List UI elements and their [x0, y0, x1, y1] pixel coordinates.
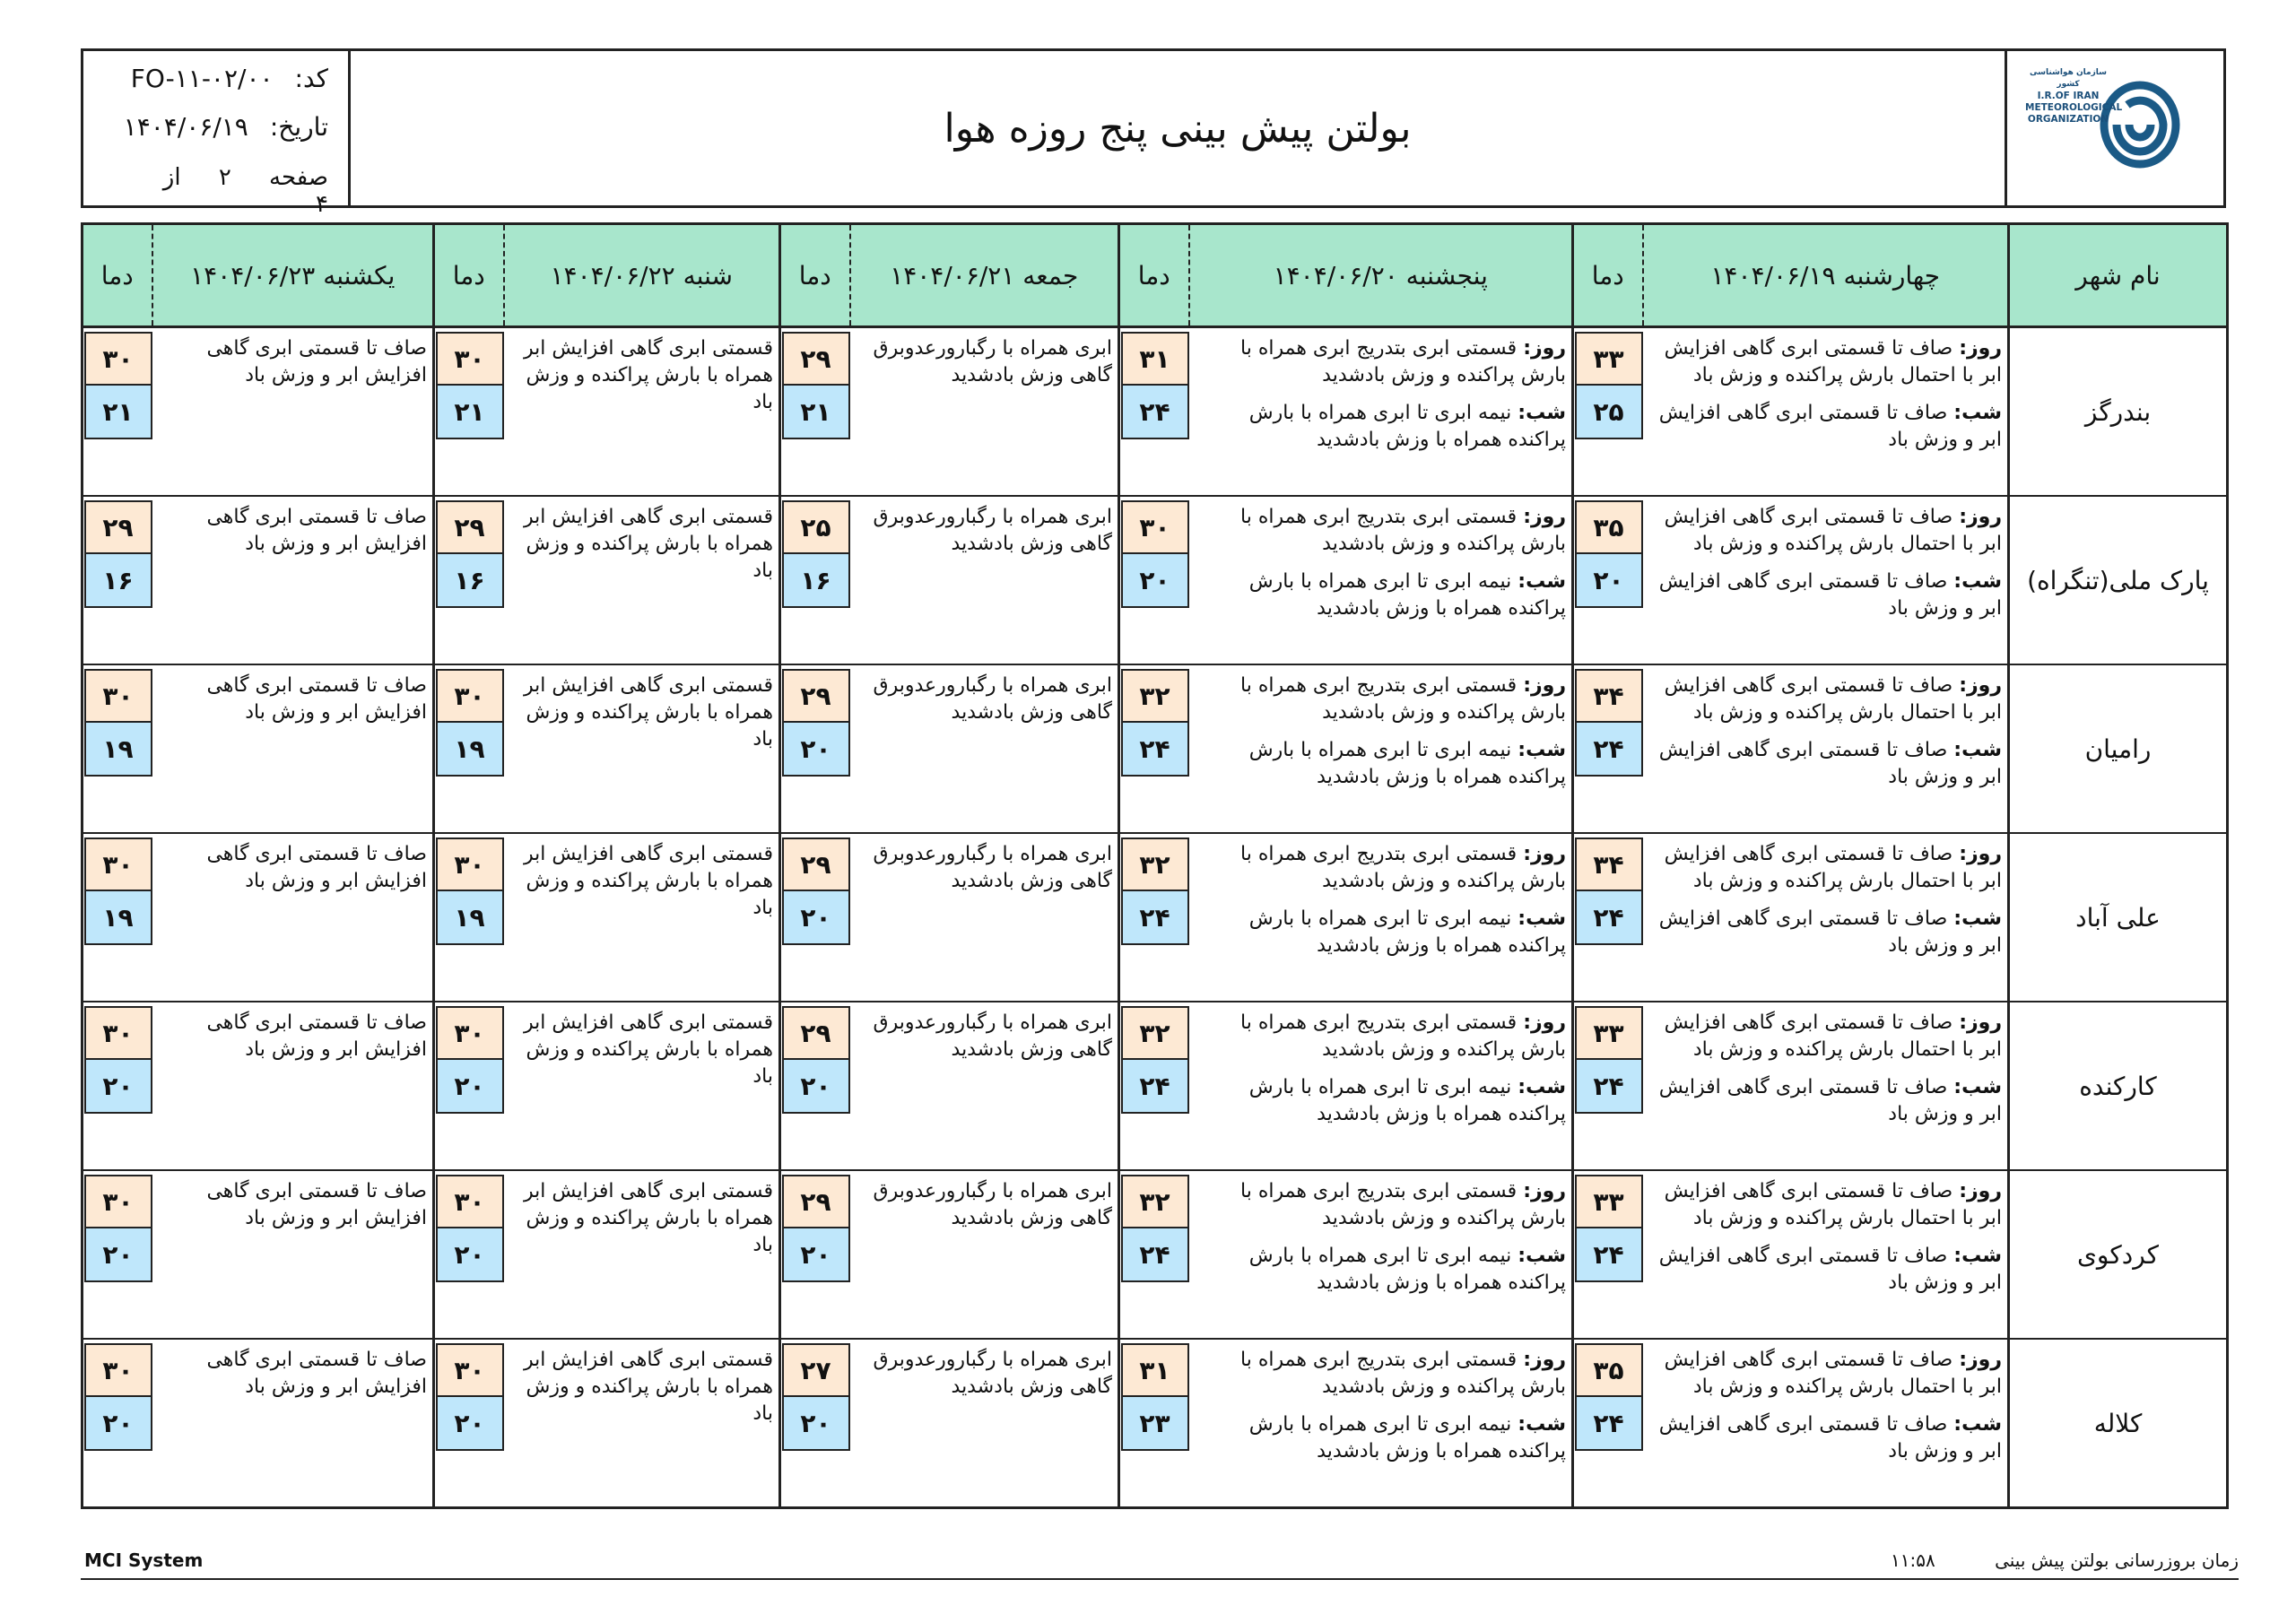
- date-row: [124, 112, 328, 142]
- temp-low: ۱۹: [84, 723, 152, 777]
- night-forecast: [1195, 1243, 1567, 1297]
- temp-high: ۲۹: [782, 332, 850, 386]
- forecast-description-day2: [1189, 833, 1573, 1002]
- night-forecast: [1648, 400, 2003, 454]
- bulletin-header: [81, 48, 2226, 218]
- temp-cell: [780, 1002, 850, 1170]
- day-forecast: [1195, 841, 1567, 895]
- code-label: کد:: [294, 64, 328, 93]
- day-forecast: [1648, 841, 2003, 895]
- forecast-description: ابری همراه با رگبارورعدوبرق گاهی وزش بادشدید: [850, 327, 1119, 497]
- temp-low: ۱۹: [436, 723, 504, 777]
- night-text: نیمه ابری تا ابری همراه با بارش پراکنده همراه با وزش بادشدید: [1248, 739, 1566, 788]
- night-prefix: شب:: [1953, 739, 2002, 761]
- temp-low: ۲۰: [436, 1397, 504, 1451]
- day-text: قسمتی ابری بتدریج ابری همراه با بارش پراکنده و وزش بادشدید: [1240, 843, 1566, 892]
- forecast-description-day1: [1643, 1339, 2009, 1508]
- temp-header-3: دما: [780, 224, 850, 327]
- night-prefix: شب:: [1953, 1245, 2002, 1267]
- day-text: قسمتی ابری بتدریج ابری همراه با بارش پراکنده و وزش بادشدید: [1240, 1349, 1566, 1398]
- day-text: صاف تا قسمتی ابری گاهی افزایش ابر با احتمال بارش پراکنده و وزش باد: [1664, 1349, 2002, 1398]
- night-prefix: شب:: [1518, 1245, 1566, 1267]
- temp-high: ۳۳: [1575, 1175, 1643, 1228]
- temp-low: ۲۴: [1121, 386, 1189, 439]
- forecast-description: ابری همراه با رگبارورعدوبرق گاهی وزش بادشدید: [850, 833, 1119, 1002]
- forecast-description: ابری همراه با رگبارورعدوبرق گاهی وزش بادشدید: [850, 664, 1119, 833]
- forecast-description: صاف تا قسمتی ابری گاهی افزایش ابر و وزش باد: [152, 833, 434, 1002]
- day-header-4: شنبه ۱۴۰۴/۰۶/۲۲: [504, 224, 780, 327]
- forecast-description: قسمتی ابری گاهی افزایش ابر همراه با بارش پراکنده و وزش باد: [504, 496, 780, 664]
- temp-cell: [83, 833, 152, 1002]
- night-text: نیمه ابری تا ابری همراه با بارش پراکنده همراه با وزش بادشدید: [1248, 570, 1566, 620]
- temp-cell: [1119, 1170, 1189, 1339]
- night-text: نیمه ابری تا ابری همراه با بارش پراکنده همراه با وزش بادشدید: [1248, 1245, 1566, 1294]
- temp-low: ۱۹: [84, 891, 152, 945]
- day-prefix: روز:: [1959, 843, 2002, 865]
- temp-low: ۲۴: [1121, 1060, 1189, 1114]
- temp-cell: [1119, 664, 1189, 833]
- forecast-description: قسمتی ابری گاهی افزایش ابر همراه با بارش پراکنده و وزش باد: [504, 327, 780, 497]
- temp-cell: [1573, 1339, 1643, 1508]
- temp-high: ۳۳: [1575, 1006, 1643, 1060]
- temp-high: ۳۰: [84, 332, 152, 386]
- temp-high: ۳۰: [436, 1343, 504, 1397]
- day-text: قسمتی ابری بتدریج ابری همراه با بارش پراکنده و وزش بادشدید: [1240, 1180, 1566, 1229]
- date-value: ۱۴۰۴/۰۶/۱۹: [123, 112, 248, 142]
- logo-text-en-3: ORGANIZATION: [2027, 114, 2109, 125]
- forecast-description: قسمتی ابری گاهی افزایش ابر همراه با بارش پراکنده و وزش باد: [504, 664, 780, 833]
- night-forecast: [1648, 1074, 2003, 1128]
- temp-high: ۳۰: [436, 669, 504, 723]
- night-forecast: [1195, 1074, 1567, 1128]
- temp-low: ۱۶: [84, 554, 152, 608]
- night-forecast: [1648, 1243, 2003, 1297]
- night-prefix: شب:: [1518, 739, 1566, 761]
- night-forecast: [1648, 906, 2003, 959]
- temp-high: ۳۰: [84, 1006, 152, 1060]
- temp-cell: [780, 1170, 850, 1339]
- page-indicator: [83, 164, 328, 218]
- day-forecast: [1648, 504, 2003, 558]
- logo-caption: [2025, 67, 2123, 126]
- night-forecast: [1195, 1411, 1567, 1465]
- night-forecast: [1195, 400, 1567, 454]
- temp-high: ۳۱: [1121, 1343, 1189, 1397]
- temp-cell: [1119, 496, 1189, 664]
- forecast-description: صاف تا قسمتی ابری گاهی افزایش ابر و وزش باد: [152, 327, 434, 497]
- temp-cell: [434, 1339, 504, 1508]
- table-row: [83, 496, 2228, 664]
- night-forecast: [1648, 1411, 2003, 1465]
- temp-cell: [1119, 1002, 1189, 1170]
- day-forecast: [1195, 504, 1567, 558]
- night-prefix: شب:: [1518, 1076, 1566, 1098]
- day-header-1: چهارشنبه ۱۴۰۴/۰۶/۱۹: [1643, 224, 2009, 327]
- temp-high: ۳۰: [436, 1175, 504, 1228]
- temp-high: ۳۰: [1121, 500, 1189, 554]
- day-forecast: [1648, 1347, 2003, 1401]
- table-row: [83, 1002, 2228, 1170]
- temp-cell: [780, 1339, 850, 1508]
- temp-high: ۳۲: [1121, 669, 1189, 723]
- forecast-description-day1: [1643, 1002, 2009, 1170]
- temp-high: ۳۰: [436, 1006, 504, 1060]
- night-text: صاف تا قسمتی ابری گاهی افزایش ابر و وزش باد: [1658, 907, 2002, 957]
- night-prefix: شب:: [1953, 570, 2002, 593]
- document-meta: [83, 51, 351, 218]
- temp-low: ۲۰: [84, 1060, 152, 1114]
- forecast-description: صاف تا قسمتی ابری گاهی افزایش ابر و وزش باد: [152, 1339, 434, 1508]
- day-forecast: [1648, 1010, 2003, 1063]
- table-row: [83, 833, 2228, 1002]
- day-prefix: روز:: [1523, 674, 1566, 697]
- night-text: صاف تا قسمتی ابری گاهی افزایش ابر و وزش باد: [1658, 1413, 2002, 1462]
- city-name: کارکنده: [2009, 1002, 2228, 1170]
- temp-high: ۳۱: [1121, 332, 1189, 386]
- temp-cell: [780, 664, 850, 833]
- temp-low: ۲۰: [436, 1060, 504, 1114]
- day-header-2: پنجشنبه ۱۴۰۴/۰۶/۲۰: [1189, 224, 1573, 327]
- day-text: صاف تا قسمتی ابری گاهی افزایش ابر با احتمال بارش پراکنده و وزش باد: [1664, 1011, 2002, 1061]
- temp-cell: [83, 327, 152, 497]
- temp-low: ۱۶: [782, 554, 850, 608]
- day-text: صاف تا قسمتی ابری گاهی افزایش ابر با احتمال بارش پراکنده و وزش باد: [1664, 843, 2002, 892]
- forecast-description: قسمتی ابری گاهی افزایش ابر همراه با بارش پراکنده و وزش باد: [504, 1002, 780, 1170]
- temp-low: ۲۴: [1575, 891, 1643, 945]
- night-text: صاف تا قسمتی ابری گاهی افزایش ابر و وزش باد: [1658, 1245, 2002, 1294]
- temp-low: ۲۰: [782, 1060, 850, 1114]
- forecast-description-day1: [1643, 1170, 2009, 1339]
- temp-low: ۲۵: [1575, 386, 1643, 439]
- day-prefix: روز:: [1959, 1180, 2002, 1202]
- temp-cell: [1573, 1002, 1643, 1170]
- table-row: [83, 664, 2228, 833]
- night-text: نیمه ابری تا ابری همراه با بارش پراکنده همراه با وزش بادشدید: [1248, 1076, 1566, 1125]
- temp-high: ۳۲: [1121, 1006, 1189, 1060]
- night-prefix: شب:: [1518, 402, 1566, 424]
- temp-low: ۲۰: [782, 1228, 850, 1282]
- temp-cell: [434, 833, 504, 1002]
- night-text: صاف تا قسمتی ابری گاهی افزایش ابر و وزش باد: [1658, 1076, 2002, 1125]
- temp-cell: [780, 496, 850, 664]
- temp-high: ۳۵: [1575, 1343, 1643, 1397]
- day-forecast: [1195, 335, 1567, 389]
- forecast-description: ابری همراه با رگبارورعدوبرق گاهی وزش بادشدید: [850, 1002, 1119, 1170]
- update-label: زمان بروزرسانی بولتن پیش بینی: [1995, 1549, 2239, 1571]
- temp-cell: [1119, 327, 1189, 497]
- day-prefix: روز:: [1523, 843, 1566, 865]
- temp-high: ۳۳: [1575, 332, 1643, 386]
- code-row: [131, 64, 328, 93]
- temp-low: ۱۹: [436, 891, 504, 945]
- temp-high: ۲۵: [782, 500, 850, 554]
- temp-cell: [83, 1339, 152, 1508]
- temp-low: ۲۴: [1575, 1060, 1643, 1114]
- day-prefix: روز:: [1959, 337, 2002, 360]
- temp-cell: [780, 833, 850, 1002]
- temp-cell: [434, 1170, 504, 1339]
- night-prefix: شب:: [1953, 1413, 2002, 1436]
- page-number: ۲: [218, 164, 231, 191]
- temp-low: ۲۴: [1121, 723, 1189, 777]
- temp-cell: [1573, 833, 1643, 1002]
- temp-low: ۲۰: [84, 1397, 152, 1451]
- day-text: قسمتی ابری بتدریج ابری همراه با بارش پراکنده و وزش بادشدید: [1240, 506, 1566, 555]
- city-name: بندرگز: [2009, 327, 2228, 497]
- day-prefix: روز:: [1523, 506, 1566, 528]
- temp-high: ۳۰: [436, 838, 504, 891]
- night-prefix: شب:: [1953, 907, 2002, 930]
- temp-low: ۲۱: [84, 386, 152, 439]
- temp-high: ۳۰: [436, 332, 504, 386]
- temp-high: ۳۴: [1575, 838, 1643, 891]
- temp-low: ۲۴: [1575, 1397, 1643, 1451]
- temp-cell: [1119, 1339, 1189, 1508]
- page-title: بولتن پیش بینی پنج روزه هوا: [944, 105, 1412, 152]
- city-name: پارک ملی(تنگراه): [2009, 496, 2228, 664]
- city-name: رامیان: [2009, 664, 2228, 833]
- forecast-description: قسمتی ابری گاهی افزایش ابر همراه با بارش پراکنده و وزش باد: [504, 1339, 780, 1508]
- temp-low: ۲۳: [1121, 1397, 1189, 1451]
- day-prefix: روز:: [1523, 1349, 1566, 1371]
- day-prefix: روز:: [1959, 1349, 2002, 1371]
- temp-high: ۳۰: [84, 838, 152, 891]
- temp-high: ۳۲: [1121, 838, 1189, 891]
- temp-cell: [434, 496, 504, 664]
- temp-low: ۲۰: [782, 891, 850, 945]
- forecast-description: ابری همراه با رگبارورعدوبرق گاهی وزش بادشدید: [850, 496, 1119, 664]
- forecast-description-day2: [1189, 1339, 1573, 1508]
- day-forecast: [1648, 335, 2003, 389]
- logo-text-en-2: METEOROLOGICAL: [2025, 102, 2123, 113]
- footer-system: MCI System: [84, 1549, 204, 1571]
- temp-low: ۲۰: [84, 1228, 152, 1282]
- temp-high: ۳۰: [84, 1343, 152, 1397]
- day-header-3: جمعه ۱۴۰۴/۰۶/۲۱: [850, 224, 1119, 327]
- temp-low: ۲۰: [782, 723, 850, 777]
- forecast-description-day2: [1189, 327, 1573, 497]
- temp-low: ۱۶: [436, 554, 504, 608]
- temp-cell: [434, 327, 504, 497]
- forecast-description: قسمتی ابری گاهی افزایش ابر همراه با بارش پراکنده و وزش باد: [504, 833, 780, 1002]
- forecast-description: صاف تا قسمتی ابری گاهی افزایش ابر و وزش باد: [152, 664, 434, 833]
- forecast-description-day2: [1189, 1002, 1573, 1170]
- temp-cell: [434, 664, 504, 833]
- temp-cell: [434, 1002, 504, 1170]
- city-column-header: نام شهر: [2009, 224, 2228, 327]
- logo-text-fa: سازمان هواشناسی کشور: [2029, 68, 2107, 89]
- day-text: قسمتی ابری بتدریج ابری همراه با بارش پراکنده و وزش بادشدید: [1240, 1011, 1566, 1061]
- forecast-description: قسمتی ابری گاهی افزایش ابر همراه با بارش پراکنده و وزش باد: [504, 1170, 780, 1339]
- forecast-description: صاف تا قسمتی ابری گاهی افزایش ابر و وزش باد: [152, 496, 434, 664]
- logo-text-en-1: I.R.OF IRAN: [2037, 91, 2100, 101]
- night-text: صاف تا قسمتی ابری گاهی افزایش ابر و وزش باد: [1658, 739, 2002, 788]
- temp-cell: [780, 327, 850, 497]
- temp-low: ۲۱: [436, 386, 504, 439]
- code-value: FO-۱۱-۰۲/۰۰: [130, 64, 274, 93]
- day-header-5: یکشنبه ۱۴۰۴/۰۶/۲۳: [152, 224, 434, 327]
- temp-cell: [1573, 327, 1643, 497]
- forecast-description-day2: [1189, 1170, 1573, 1339]
- page-total: ۴: [316, 191, 328, 218]
- forecast-description-day2: [1189, 496, 1573, 664]
- day-text: صاف تا قسمتی ابری گاهی افزایش ابر با احتمال بارش پراکنده و وزش باد: [1664, 1180, 2002, 1229]
- day-prefix: روز:: [1959, 1011, 2002, 1034]
- temp-header-2: دما: [1119, 224, 1189, 327]
- forecast-description-day1: [1643, 833, 2009, 1002]
- page-label: صفحه: [269, 164, 328, 191]
- night-prefix: شب:: [1518, 1413, 1566, 1436]
- forecast-description: ابری همراه با رگبارورعدوبرق گاهی وزش بادشدید: [850, 1339, 1119, 1508]
- footer-divider: [81, 1578, 2239, 1580]
- forecast-description-day2: [1189, 664, 1573, 833]
- temp-low: ۲۰: [1575, 554, 1643, 608]
- table-row: [83, 327, 2228, 497]
- temp-high: ۲۹: [436, 500, 504, 554]
- date-label: تاریخ:: [269, 112, 328, 142]
- forecast-description-day1: [1643, 327, 2009, 497]
- table-row: [83, 1339, 2228, 1508]
- temp-high: ۲۹: [782, 1006, 850, 1060]
- day-text: صاف تا قسمتی ابری گاهی افزایش ابر با احتمال بارش پراکنده و وزش باد: [1664, 337, 2002, 386]
- page-of: از: [162, 164, 181, 191]
- night-prefix: شب:: [1518, 570, 1566, 593]
- temp-low: ۲۰: [1121, 554, 1189, 608]
- day-prefix: روز:: [1959, 674, 2002, 697]
- forecast-description: ابری همراه با رگبارورعدوبرق گاهی وزش بادشدید: [850, 1170, 1119, 1339]
- temp-cell: [1119, 833, 1189, 1002]
- day-forecast: [1195, 1347, 1567, 1401]
- temp-cell: [83, 664, 152, 833]
- temp-cell: [83, 1170, 152, 1339]
- temp-high: ۲۹: [782, 669, 850, 723]
- day-forecast: [1195, 1178, 1567, 1232]
- day-prefix: روز:: [1523, 1180, 1566, 1202]
- day-forecast: [1195, 1010, 1567, 1063]
- forecast-description-day1: [1643, 664, 2009, 833]
- temp-high: ۲۹: [782, 1175, 850, 1228]
- temp-high: ۳۵: [1575, 500, 1643, 554]
- temp-header-4: دما: [434, 224, 504, 327]
- forecast-description-day1: [1643, 496, 2009, 664]
- city-name: کلاله: [2009, 1339, 2228, 1508]
- temp-cell: [83, 496, 152, 664]
- temp-high: ۳۴: [1575, 669, 1643, 723]
- night-prefix: شب:: [1518, 907, 1566, 930]
- night-text: نیمه ابری تا ابری همراه با بارش پراکنده همراه با وزش بادشدید: [1248, 907, 1566, 957]
- forecast-description: صاف تا قسمتی ابری گاهی افزایش ابر و وزش باد: [152, 1002, 434, 1170]
- day-text: صاف تا قسمتی ابری گاهی افزایش ابر با احتمال بارش پراکنده و وزش باد: [1664, 506, 2002, 555]
- day-prefix: روز:: [1523, 337, 1566, 360]
- temp-high: ۲۹: [782, 838, 850, 891]
- night-forecast: [1195, 568, 1567, 622]
- day-forecast: [1648, 1178, 2003, 1232]
- temp-low: ۲۴: [1121, 891, 1189, 945]
- temp-high: ۲۹: [84, 500, 152, 554]
- temp-cell: [1573, 664, 1643, 833]
- night-forecast: [1648, 568, 2003, 622]
- temp-low: ۲۰: [436, 1228, 504, 1282]
- temp-low: ۲۴: [1575, 1228, 1643, 1282]
- forecast-body: [83, 327, 2228, 1508]
- day-forecast: [1648, 673, 2003, 726]
- temp-low: ۲۴: [1575, 723, 1643, 777]
- temp-high: ۲۷: [782, 1343, 850, 1397]
- temp-low: ۲۰: [782, 1397, 850, 1451]
- night-text: صاف تا قسمتی ابری گاهی افزایش ابر و وزش باد: [1658, 402, 2002, 451]
- temp-high: ۳۰: [84, 669, 152, 723]
- update-time: ۱۱:۵۸: [1891, 1549, 1935, 1571]
- city-name: علی آباد: [2009, 833, 2228, 1002]
- temp-cell: [1573, 496, 1643, 664]
- temp-low: ۲۴: [1121, 1228, 1189, 1282]
- temp-low: ۲۱: [782, 386, 850, 439]
- temp-header-1: دما: [1573, 224, 1643, 327]
- organization-logo: [2005, 51, 2223, 205]
- night-text: نیمه ابری تا ابری همراه با بارش پراکنده همراه با وزش بادشدید: [1248, 402, 1566, 451]
- table-header-row: [83, 224, 2228, 327]
- night-forecast: [1648, 737, 2003, 791]
- temp-high: ۳۰: [84, 1175, 152, 1228]
- footer-update: [1891, 1549, 2239, 1571]
- day-text: قسمتی ابری بتدریج ابری همراه با بارش پراکنده و وزش بادشدید: [1240, 674, 1566, 724]
- night-text: نیمه ابری تا ابری همراه با بارش پراکنده همراه با وزش بادشدید: [1248, 1413, 1566, 1462]
- night-prefix: شب:: [1953, 1076, 2002, 1098]
- temp-cell: [1573, 1170, 1643, 1339]
- day-text: قسمتی ابری بتدریج ابری همراه با بارش پراکنده و وزش بادشدید: [1240, 337, 1566, 386]
- forecast-table: [81, 222, 2229, 1509]
- city-name: کردکوی: [2009, 1170, 2228, 1339]
- day-prefix: روز:: [1959, 506, 2002, 528]
- night-prefix: شب:: [1953, 402, 2002, 424]
- forecast-description: صاف تا قسمتی ابری گاهی افزایش ابر و وزش باد: [152, 1170, 434, 1339]
- night-text: صاف تا قسمتی ابری گاهی افزایش ابر و وزش باد: [1658, 570, 2002, 620]
- day-prefix: روز:: [1523, 1011, 1566, 1034]
- temp-header-5: دما: [83, 224, 152, 327]
- temp-high: ۳۲: [1121, 1175, 1189, 1228]
- temp-cell: [83, 1002, 152, 1170]
- day-text: صاف تا قسمتی ابری گاهی افزایش ابر با احتمال بارش پراکنده و وزش باد: [1664, 674, 2002, 724]
- table-row: [83, 1170, 2228, 1339]
- day-forecast: [1195, 673, 1567, 726]
- night-forecast: [1195, 737, 1567, 791]
- night-forecast: [1195, 906, 1567, 959]
